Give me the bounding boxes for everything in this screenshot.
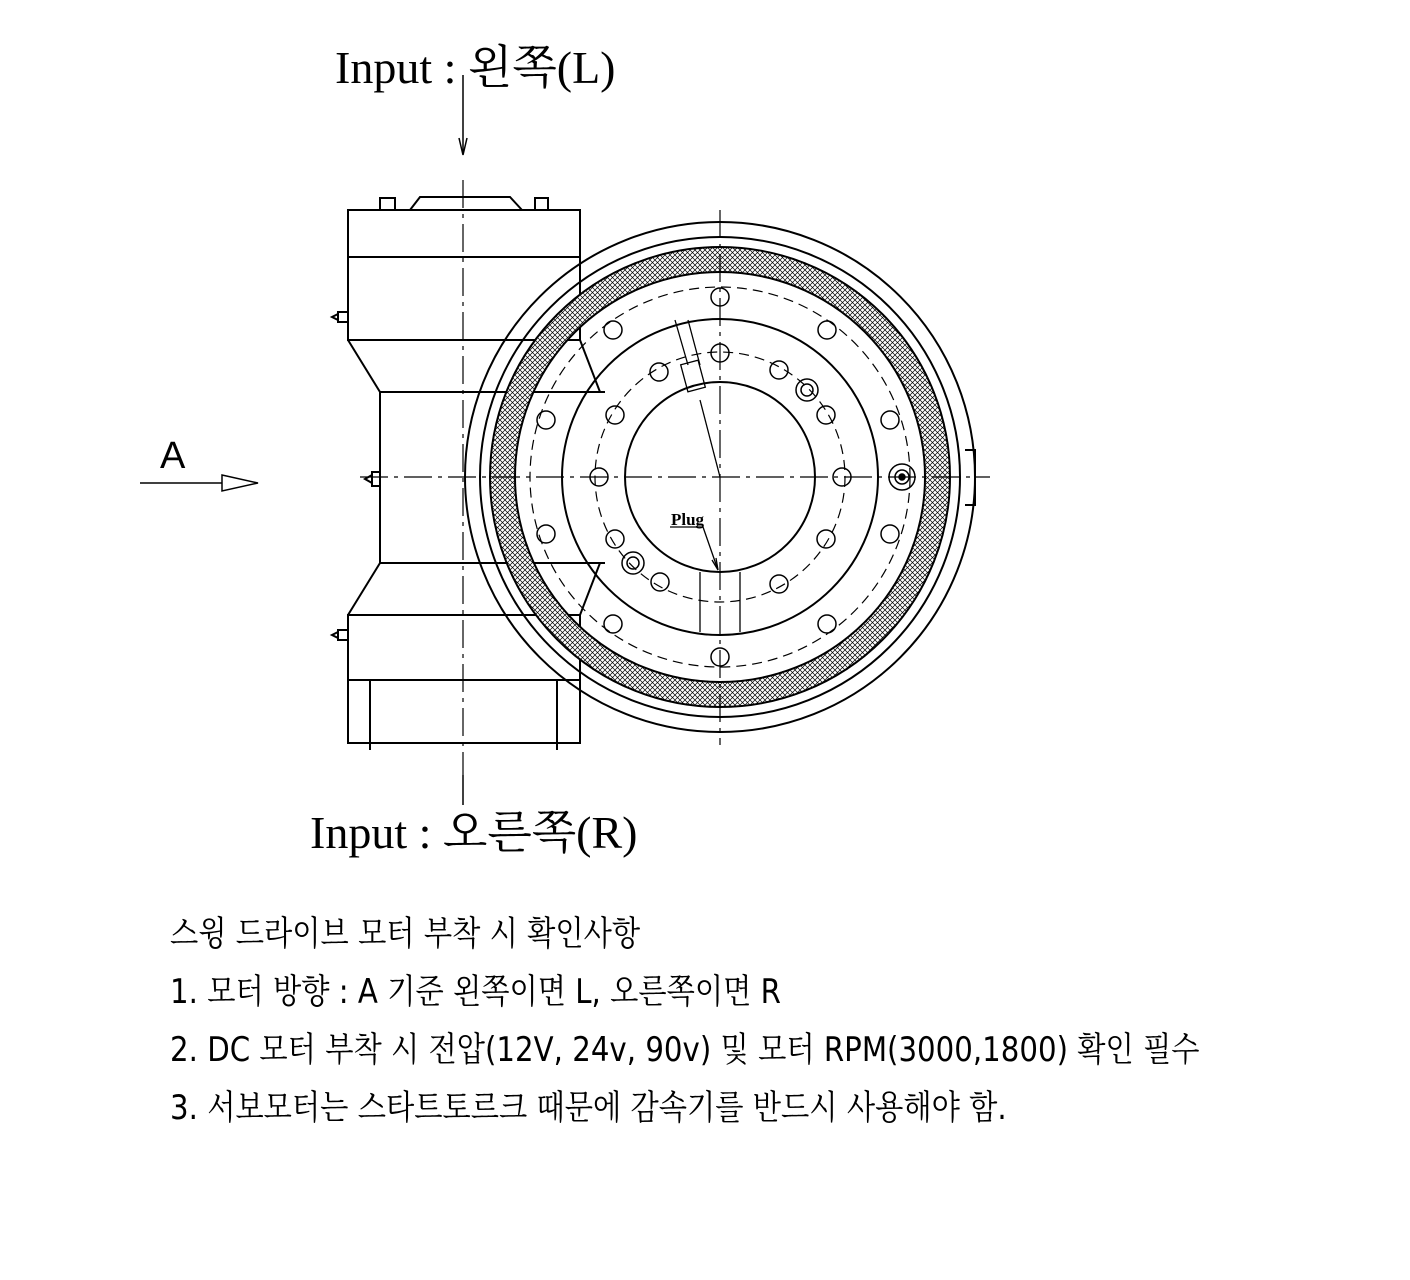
view-a-arrow: [140, 475, 258, 491]
note-item-2: 2. DC 모터 부착 시 전압(12V, 24v, 90v) 및 모터 RPM(3000,1800) 확인 필수: [170, 1030, 1200, 1070]
notes-title: 스윙 드라이브 모터 부착 시 확인사항: [170, 914, 641, 954]
worm-housing: [332, 197, 605, 750]
view-a-label: A: [160, 435, 186, 477]
input-right-label: Input : 오른쪽(R): [310, 807, 638, 858]
install-notes: [170, 905, 1370, 1137]
note-item-3: 3. 서보모터는 스타트토르크 때문에 감속기를 반드시 사용해야 함.: [170, 1088, 1007, 1128]
note-item-1: 1. 모터 방향 : A 기준 왼쪽이면 L, 오른쪽이면 R: [170, 972, 782, 1012]
input-left-label: Input : 왼쪽(L): [335, 42, 616, 93]
plug-detail: [670, 320, 740, 632]
plug-label: Plug: [671, 510, 705, 529]
